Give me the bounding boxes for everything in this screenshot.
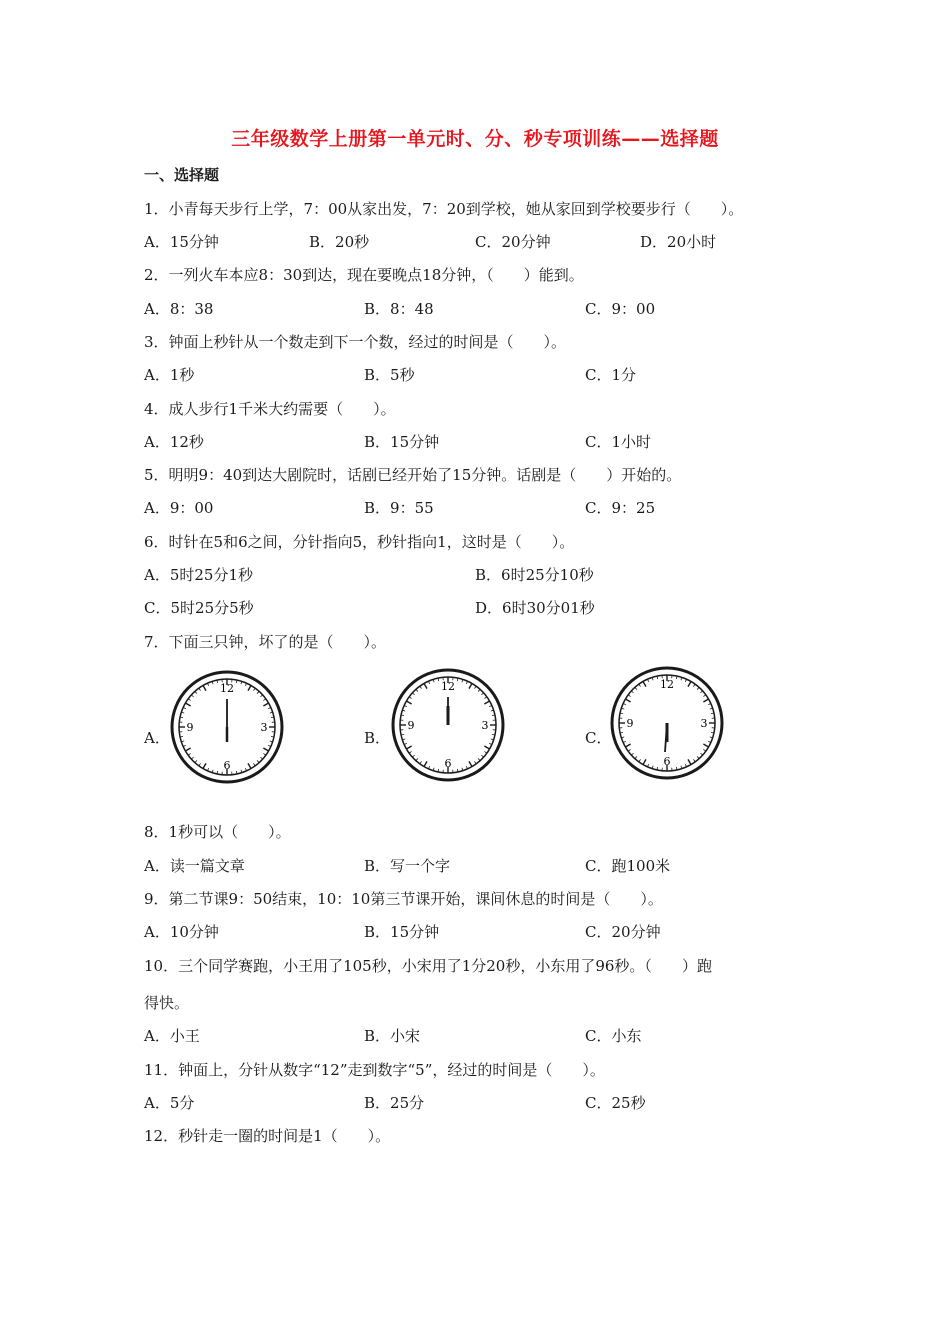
q5-option-a: A．9：00 xyxy=(144,499,214,517)
q5-option-b: B．9：55 xyxy=(364,499,434,517)
question-12: 12．秒针走一圈的时间是1（ ）。 xyxy=(144,1127,391,1145)
q6-option-b: B．6时25分10秒 xyxy=(475,566,594,584)
clock-c-9: 9 xyxy=(626,717,634,730)
q3-option-c: C．1分 xyxy=(585,366,637,384)
clock-c-3: 3 xyxy=(700,717,708,730)
q10-option-b: B．小宋 xyxy=(364,1027,421,1045)
question-1: 1．小青每天步行上学，7：00从家出发，7：20到学校，她从家回到学校要步行（ ）。 xyxy=(144,200,744,218)
question-11: 11．钟面上，分针从数字“12”走到数字“5”，经过的时间是（ ）。 xyxy=(144,1061,605,1079)
q1-option-d: D．20小时 xyxy=(640,233,717,251)
page-title: 三年级数学上册第一单元时、分、秒专项训练——选择题 xyxy=(231,128,719,150)
q2-option-b: B．8：48 xyxy=(364,300,434,318)
clock-b xyxy=(391,668,505,782)
q6-option-d: D．6时30分01秒 xyxy=(475,599,595,617)
clock-c xyxy=(610,666,724,780)
clock-c-6: 6 xyxy=(663,755,671,768)
q4-option-b: B．15分钟 xyxy=(364,433,440,451)
question-3: 3．钟面上秒针从一个数走到下一个数，经过的时间是（ ）。 xyxy=(144,333,567,351)
clock-a-9: 9 xyxy=(186,721,194,734)
clock-a-3: 3 xyxy=(260,721,268,734)
question-4: 4．成人步行1千米大约需要（ ）。 xyxy=(144,400,396,418)
clock-b-6: 6 xyxy=(444,757,452,770)
clock-b-12: 12 xyxy=(441,680,455,693)
q11-option-b: B．25分 xyxy=(364,1094,425,1112)
q11-option-c: C．25秒 xyxy=(585,1094,646,1112)
question-2: 2．一列火车本应8：30到达，现在要晚点18分钟，（ ）能到。 xyxy=(144,266,584,284)
section-heading: 一、选择题 xyxy=(144,166,220,184)
question-10-cont: 得快。 xyxy=(144,994,190,1012)
q3-option-a: A．1秒 xyxy=(144,366,195,384)
q7-option-a: A． xyxy=(144,729,170,747)
q4-option-c: C．1小时 xyxy=(585,433,652,451)
q11-option-a: A．5分 xyxy=(144,1094,195,1112)
q10-option-a: A．小王 xyxy=(144,1027,200,1045)
clock-b-3: 3 xyxy=(481,719,489,732)
q8-option-c: C．跑100米 xyxy=(585,857,671,875)
q1-option-a: A．15分钟 xyxy=(144,233,219,251)
q7-option-b: B． xyxy=(364,729,391,747)
clock-a xyxy=(170,670,284,784)
q2-option-c: C．9：00 xyxy=(585,300,656,318)
question-6: 6．时针在5和6之间，分针指向5，秒针指向1，这时是（ ）。 xyxy=(144,533,575,551)
q1-option-b: B．20秒 xyxy=(309,233,370,251)
clock-c-12: 12 xyxy=(660,678,674,691)
q9-option-c: C．20分钟 xyxy=(585,923,661,941)
q7-option-c: C． xyxy=(585,729,612,747)
q8-option-a: A．读一篇文章 xyxy=(144,857,245,875)
question-9: 9．第二节课9：50结束，10：10第三节课开始，课间休息的时间是（ ）。 xyxy=(144,890,663,908)
q5-option-c: C．9：25 xyxy=(585,499,656,517)
q8-option-b: B．写一个字 xyxy=(364,857,451,875)
question-7: 7．下面三只钟，坏了的是（ ）。 xyxy=(144,633,387,651)
q9-option-b: B．15分钟 xyxy=(364,923,440,941)
question-8: 8．1秒可以（ ）。 xyxy=(144,823,291,841)
q6-option-c: C．5时25分5秒 xyxy=(144,599,254,617)
q6-option-a: A．5时25分1秒 xyxy=(144,566,254,584)
clock-a-12: 12 xyxy=(220,682,234,695)
question-5: 5．明明9：40到达大剧院时，话剧已经开始了15分钟。话剧是（ ）开始的。 xyxy=(144,466,682,484)
clock-a-6: 6 xyxy=(223,759,231,772)
q10-option-c: C．小东 xyxy=(585,1027,642,1045)
q1-option-c: C．20分钟 xyxy=(475,233,551,251)
q2-option-a: A．8：38 xyxy=(144,300,214,318)
q3-option-b: B．5秒 xyxy=(364,366,415,384)
q4-option-a: A．12秒 xyxy=(144,433,204,451)
question-10: 10．三个同学赛跑，小王用了105秒，小宋用了1分20秒，小东用了96秒。（ ）跑 xyxy=(144,957,712,975)
clock-b-9: 9 xyxy=(407,719,415,732)
q9-option-a: A．10分钟 xyxy=(144,923,219,941)
